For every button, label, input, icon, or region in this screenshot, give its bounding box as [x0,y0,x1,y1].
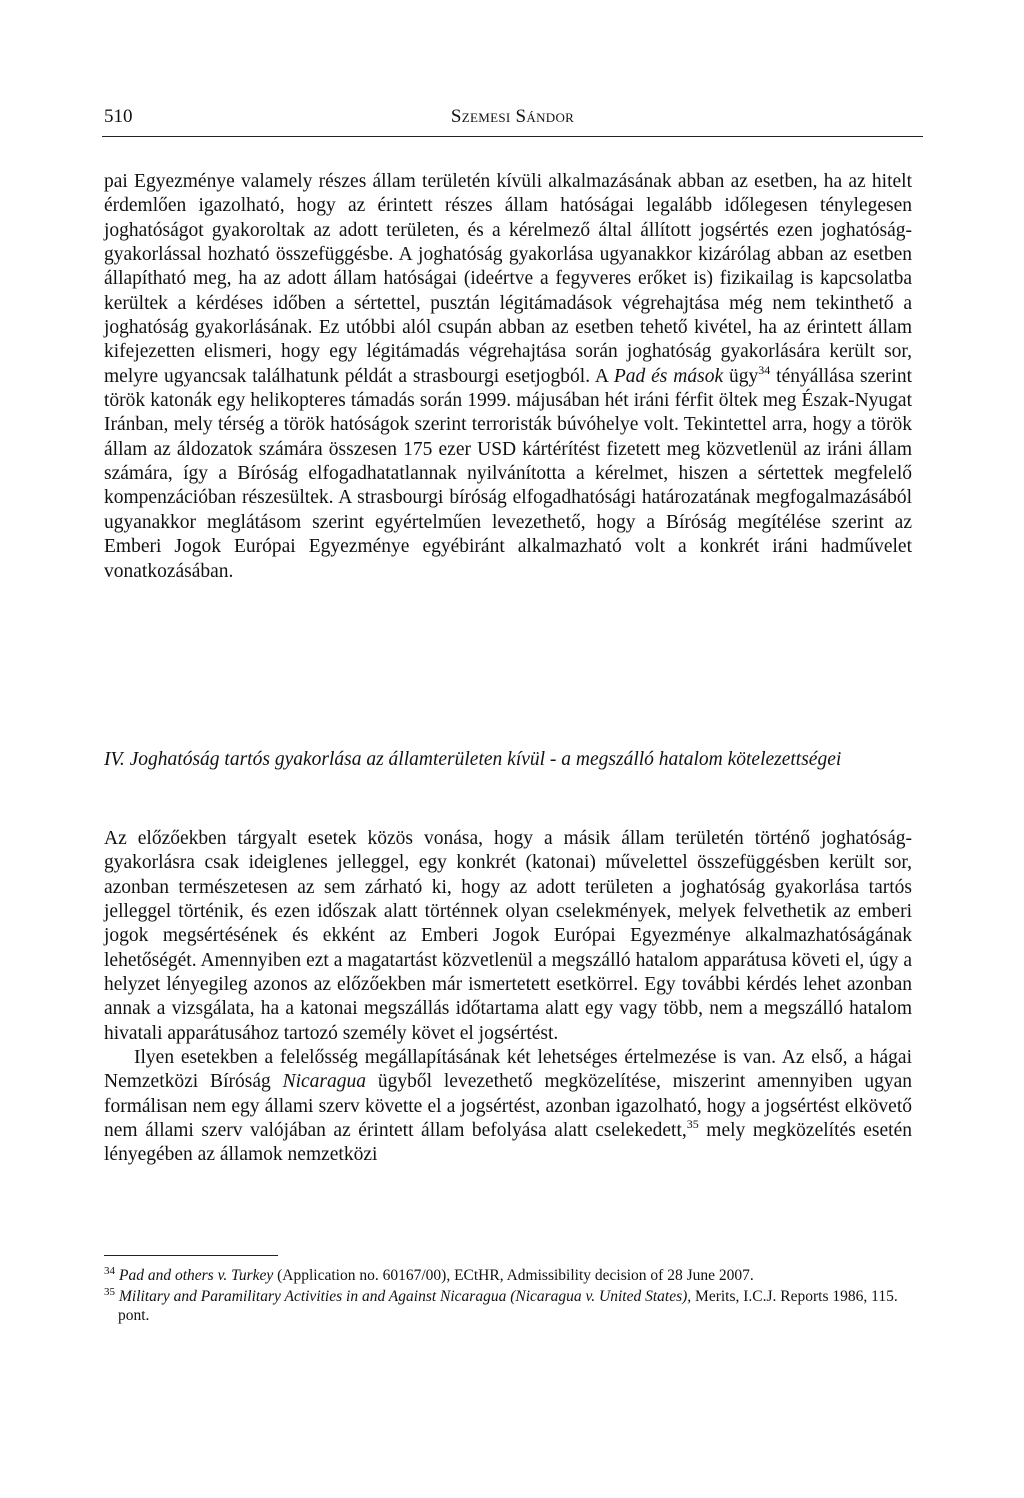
body-section-iv [104,827,912,1168]
footnote-number: 35 [104,1286,115,1299]
paragraph-text-part: mely megközelítés esetén lényegében az államok nemzetközi [104,1120,912,1166]
section-heading: IV. Joghatóság tartós gyakorlása az államterületen kívül - a megszálló hatalom kötelezettségei [104,749,842,770]
footnote-34 [104,1266,912,1285]
footnote-citation: Merits, I.C.J. Reports 1986, 115. pont. [118,1288,898,1325]
paragraph-text-part: ügy [723,365,759,387]
footnote-case-title: Military and Paramilitary Activities in and Against Nicaragua (Nicaragua v. United States), [119,1288,692,1306]
footnote-case-title: Pad and others v. Turkey [119,1267,274,1284]
running-head-author: Szemesi Sándor [450,106,575,127]
footnote-divider [104,1255,278,1256]
paragraph-text-part: tényállása szerint török katonák egy helikopteres támadás során 1999. májusában hét iráni férfit öltek meg Észak-Nyugat Iránban, mely térség a török hatóságok szerint terroristák búvóhelye volt. Tekintettel arra, hogy a török állam az áldozatok számára összesen 175 ezer USD kártérítést fizetett meg közvetlenül az iráni állam számára, így a Bíróság elfogadhatatlannak nyilvánította a kérelmet, hiszen a sértettek megfelelő kompenzációban részesültek. A strasbourgi bíróság elfogadhatósági határozatának megfogalmazásából ugyanakkor meglátásom szerint egyértelműen levezethető, hogy a Bíróság megítélése szerint az Emberi Jogok Európai Egyezménye egyébiránt alkalmazható volt a konkrét iráni hadművelet vonatkozásában. [104,365,913,582]
page-number: 510 [104,106,133,127]
footnote-35 [104,1287,912,1325]
case-name-pad: Pad és mások [613,365,724,387]
body-paragraph-2: Az előzőekben tárgyalt esetek közös vonása, hogy a másik állam területén történő joghatóság-gyakorlásra csak ideiglenes jelleggel, egy konkrét (katonai) művelettel összefüggésben került sor, azonban természetesen az sem zárható ki, hogy az adott területen a joghatóság gyakorlása tartós jelleggel történik, és ezen időszak alatt történnek olyan cselekmények, melyek felvethetik az emberi jogok megsértésének és ekként az Emberi Jogok Európai Egyezménye alkalmazhatóságának lehetőségét. Amennyiben ezt a magatartást közvetlenül a megszálló hatalom apparátusa követi el, úgy a helyzet lényegileg azonos az előzőekben már ismertetett esetkörrel. Egy további kérdés lehet azonban annak a vizsgálata, ha a katonai megszállás időtartama alatt egy vagy több, nem a megszálló hatalom hivatali apparátusához tartozó személy követ el jogsértést. [104,828,912,1044]
paragraph-text-part: pai Egyezménye valamely részes állam területén kívüli alkalmazásának abban az esetben, ha az hitelt érdemlően igazolható, hogy az érintett részes állam hatóságai legalább időlegesen ténylegesen joghatóságot gyakoroltak az adott területen, és a kérelmező által állított jogsértés ezen joghatóság-gyakorlással hozható összefüggésbe. A joghatóság gyakorlása ugyanakkor kizárólag abban az esetben állapítható meg, ha az adott állam hatóságai (ideértve a fegyveres erőket is) fizikailag is kapcsolatba kerültek a kérdéses időben a sértettel, pusztán légitámadások végrehajtása még nem tekinthető a joghatóság gyakorlásának. Ez utóbbi alól csupán abban az esetben tehető kivétel, ha az érintett állam kifejezetten elismeri, hogy egy légitámadás végrehajtása során joghatóság gyakorlására került sor, melyre ugyancsak találhatunk példát a strasbourgi esetjogból. A [104,171,912,387]
running-head [102,98,923,137]
footnotes [104,1266,912,1328]
footnote-ref-34[interactable]: 34 [758,362,771,377]
body-paragraph-3 [104,1046,912,1168]
paragraph-text [104,170,912,584]
footnote-number: 34 [104,1265,115,1277]
paragraph-text-part: ügyből levezethető megközelítése, miszerint amennyiben ugyan formálisan nem egy állami szerv követte el a jogsértést, azonban igazolható, hogy a jogsértést elkövető nem állami szerv valójában az érintett állam befolyása alatt cselekedett, [104,1071,912,1142]
footnote-citation: (Application no. 60167/00), ECtHR, Admissibility decision of 28 June 2007. [273,1267,754,1284]
body-paragraph-1 [104,170,912,584]
paragraph-text-part: Ilyen esetekben a felelősség megállapításának két lehetséges értelmezése is van. Az első, a hágai Nemzetközi Bíróság [104,1047,912,1093]
case-name-nicaragua: Nicaragua [282,1071,366,1093]
footnote-ref-35[interactable]: 35 [686,1117,699,1132]
